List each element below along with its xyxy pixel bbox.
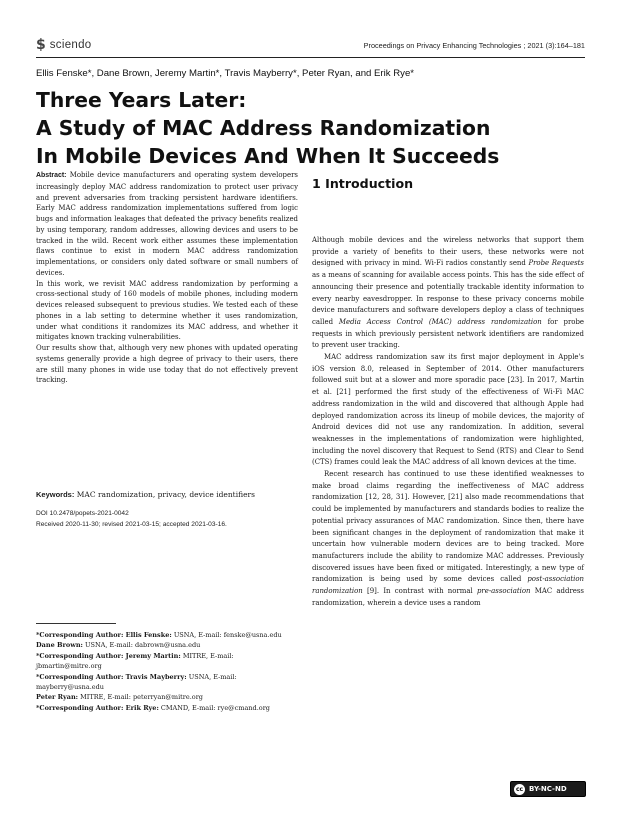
footnote-item bbox=[36, 640, 298, 650]
footnote-affiliation: USNA, E-mail: fenske@usna.edu bbox=[173, 631, 282, 639]
abstract-label: Abstract: bbox=[36, 172, 67, 179]
footnote-item bbox=[36, 703, 298, 713]
footnote-author: *Corresponding Author: Erik Rye: bbox=[36, 703, 159, 712]
title-line-2: A Study of MAC Address Randomization bbox=[36, 116, 491, 140]
abstract-paragraph-3: Our results show that, although very new phones with updated operating systems generally provide a high degree of privacy to their users, there are still many phones in wide use today that do not effectively prevent tracking. bbox=[36, 344, 298, 385]
footnote-item bbox=[36, 630, 298, 640]
creative-commons-icon: cc bbox=[515, 785, 524, 793]
license-badge[interactable] bbox=[510, 781, 586, 797]
author-list: Ellis Fenske*, Dane Brown, Jeremy Martin*, Travis Mayberry*, Peter Ryan, and Erik Rye* bbox=[36, 68, 415, 79]
author-footnotes bbox=[36, 630, 298, 713]
doi[interactable]: DOI 10.2478/popets-2021-0042 bbox=[36, 510, 129, 517]
abstract-paragraph-1: Mobile device manufacturers and operating system developers increasingly deploy MAC address randomization to protect user privacy and prevent adversaries from tracking persistent hardware identifiers. Early MAC address randomization implementations suffered from logic bugs and information leakages that defeated the privacy benefits realized by using temporary, random addresses, allowing devices and users to be tracked in the wild. Recent work either assumes these implementation flaws continue to exist in modern MAC address randomization implementations, or considers only dated software or small numbers of devices. bbox=[36, 171, 298, 277]
footnote-affiliation: CMAND, E-mail: rye@cmand.org bbox=[160, 703, 270, 712]
footnote-affiliation: MITRE, E-mail: jbmartin@mitre.org bbox=[36, 651, 234, 671]
footnote-author: *Corresponding Author: Travis Mayberry: bbox=[36, 672, 187, 681]
intro-paragraph-3: Recent research has continued to use these identified weaknesses to make broad claims regarding the ineffectiveness of MAC address randomization [12, 28, 31]. However, [21] also made recommendations that could be implemented by manufacturers and standards bodies to realize the potential privacy assurances of MAC randomization. Since then, there have been significant changes in the deployment of randomization that make it uncertain how vulnerable modern devices are to being tracked. More manufacturers include the ability to randomize MAC addresses. Previously discovered issues have been fixed or mitigated. Interestingly, a new type of randomization is being used by some devices called post-association randomization [9]. In contrast with normal pre-association MAC address randomization, wherein a device uses a random bbox=[312, 470, 584, 607]
footnote-author: Peter Ryan: bbox=[36, 693, 79, 702]
introduction-body bbox=[312, 235, 584, 610]
footnote-author: *Corresponding Author: Jeremy Martin: bbox=[36, 651, 181, 660]
publication-info bbox=[36, 508, 227, 530]
footnote-item bbox=[36, 692, 298, 702]
received-dates: Received 2020-11-30; revised 2021-03-15; accepted 2021-03-16. bbox=[36, 521, 227, 528]
intro-paragraph-2: MAC address randomization saw its first major deployment in Apple's iOS version 8.0, released in September of 2014. Other manufacturers followed suit but at a slower and more sporadic pace [23]. In 2017, Martin et al. [21] performed the first study of the effectiveness of Wi-Fi MAC address randomization in the wild and discovered that although Apple had deployed randomization across its lineup of mobile devices, the majority of Android devices did not use any randomization. In addition, several weaknesses in the implementations of randomization were highlighted, including the novel discovery that Request to Send (RTS) and Clear to Send (CTS) frames could leak the MAC address of all known devices at the time. bbox=[312, 353, 584, 467]
intro-paragraph-1: Although mobile devices and the wireless networks that support them provide a variety of benefits to their users, these networks were not designed with privacy in mind. Wi-Fi radios constantly send Probe Requests as a means of scanning for available access points. This has the side effect of announcing their presence and potentially trackable identity information to every nearby eavesdropper. In response to these privacy concerns mobile device manufacturers and software developers deploy a class of techniques called Media Access Control (MAC) address randomization for probe requests in which previously persistent network identifiers are randomized to prevent user tracking. bbox=[312, 236, 584, 350]
keywords-text: MAC randomization, privacy, device identifiers bbox=[76, 490, 255, 499]
section-heading: 1 Introduction bbox=[312, 176, 414, 191]
footnote-author: Dane Brown: bbox=[36, 641, 83, 650]
journal-reference: Proceedings on Privacy Enhancing Technologies ; 2021 (3):164–181 bbox=[363, 40, 585, 50]
abstract bbox=[36, 170, 298, 386]
footnote-affiliation: MITRE, E-mail: peterryan@mitre.org bbox=[80, 693, 203, 702]
keywords bbox=[36, 489, 298, 500]
title-line-3: In Mobile Devices And When It Succeeds bbox=[36, 144, 500, 168]
footnote-author: *Corresponding Author: Ellis Fenske: bbox=[36, 631, 172, 639]
publisher-logo bbox=[36, 37, 92, 53]
publisher-name: sciendo bbox=[49, 39, 92, 51]
sciendo-logo-icon: $ bbox=[36, 37, 46, 53]
header-rule bbox=[36, 57, 585, 58]
footnote-item bbox=[36, 651, 298, 672]
title-line-1: Three Years Later: bbox=[36, 88, 247, 112]
footnote-item bbox=[36, 672, 298, 693]
footnote-affiliation: USNA, E-mail: mayberry@usna.edu bbox=[36, 672, 237, 692]
page-header bbox=[36, 34, 585, 56]
paper-title bbox=[36, 86, 596, 170]
keywords-label: Keywords: bbox=[36, 490, 75, 499]
footnote-affiliation: USNA, E-mail: dabrown@usna.edu bbox=[85, 641, 201, 650]
footnote-rule bbox=[36, 623, 116, 624]
license-text: BY-NC-ND bbox=[529, 785, 567, 793]
abstract-paragraph-2: In this work, we revisit MAC address randomization by performing a cross-sectional study of 160 models of mobile phones, including modern devices released subsequent to previous studies. We tested each of these phones in a lab setting to determine whether it uses randomization, under what conditions it randomizes its MAC address, and whether it mitigates known tracking vulnerabilities. bbox=[36, 279, 298, 342]
